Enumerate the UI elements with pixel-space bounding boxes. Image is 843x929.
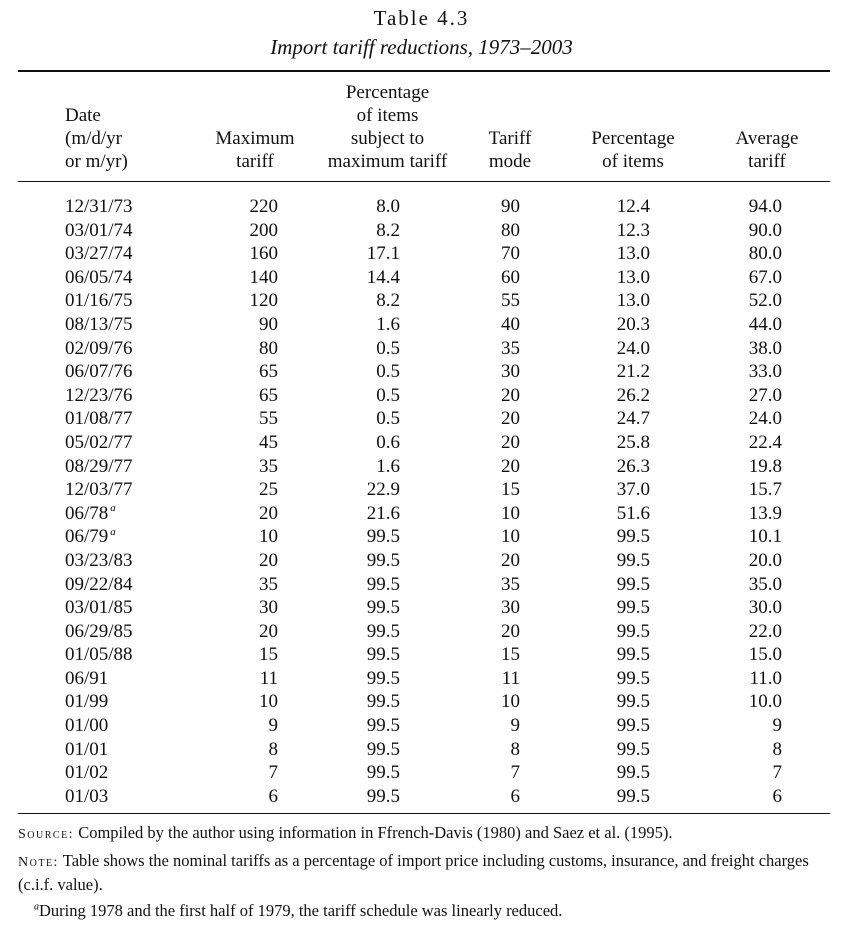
max-tariff-cell: 8 [268,738,278,760]
table-row [0,195,843,219]
avg-tariff-cell: 94.0 [748,196,782,217]
pct-items-cell: 99.5 [616,738,650,760]
pct-items-cell: 12.4 [616,196,650,217]
header-rule [18,181,830,182]
max-tariff-cell: 45 [259,431,278,453]
date-cell: 03/01/85 [65,597,133,619]
date-cell: 08/29/77 [65,455,133,477]
date-cell: 06/91 [65,667,109,689]
table-row [0,667,843,691]
avg-tariff-cell: 15.0 [748,644,782,666]
date-cell: 01/05/88 [65,644,133,666]
table-row [0,455,843,479]
table-row [0,690,843,714]
avg-tariff-cell: 35.0 [748,573,782,595]
max-tariff-cell: 90 [259,313,278,335]
date-cell: 02/09/76 [65,337,133,359]
avg-tariff-cell: 67.0 [748,266,782,288]
table-row [0,266,843,290]
max-tariff-cell: 10 [259,526,278,548]
pct-items-max-cell: 8.2 [376,219,400,241]
max-tariff-cell: 200 [249,219,278,241]
pct-items-cell: 37.0 [616,479,650,501]
pct-items-cell: 26.2 [616,384,650,406]
max-tariff-cell: 160 [249,243,278,265]
table-title: Import tariff reductions, 1973–2003 [270,35,573,59]
avg-tariff-cell: 22.4 [748,431,782,453]
max-tariff-cell: 65 [259,361,278,383]
max-tariff-cell: 15 [259,644,278,666]
table-row [0,596,843,620]
tariff-mode-cell: 7 [510,762,520,784]
tariff-mode-cell: 20 [501,408,520,430]
tariff-mode-cell: 10 [501,502,520,524]
pct-items-max-cell: 17.1 [366,243,400,265]
tariff-mode-cell: 30 [501,597,520,619]
max-tariff-cell: 35 [259,455,278,477]
date-cell: 05/02/77 [65,431,133,453]
max-tariff-cell: 25 [259,479,278,501]
date-cell: 01/99 [65,691,109,713]
tariff-mode-cell: 15 [501,479,520,501]
table-row [0,738,843,762]
avg-tariff-cell: 27.0 [748,384,782,406]
pct-items-max-cell: 99.5 [366,738,400,760]
pct-items-cell: 13.0 [616,243,650,265]
date-cell: 01/00 [65,715,109,737]
avg-tariff-cell: 52.0 [748,290,782,312]
pct-items-max-cell: 8.0 [376,196,400,217]
table-row [0,643,843,667]
date-cell: 01/02 [65,762,109,784]
pct-items-max-cell: 22.9 [366,479,400,501]
max-tariff-cell: 140 [249,266,278,288]
table-row [0,360,843,384]
avg-tariff-cell: 11.0 [749,667,782,689]
source-note: Source: Compiled by the author using information in Ffrench-Davis (1980) and Saez et al. (1995). [18,823,673,842]
avg-tariff-cell: 19.8 [748,455,782,477]
pct-items-max-cell: 14.4 [366,266,400,288]
max-tariff-cell: 80 [259,337,278,359]
header-max-tariff: Maximum tariff [215,128,295,172]
avg-tariff-cell: 15.7 [748,479,782,501]
avg-tariff-cell: 10.0 [748,691,782,713]
avg-tariff-cell: 20.0 [748,549,782,571]
table-row [0,407,843,431]
table-row [0,478,843,502]
tariff-mode-cell: 10 [501,526,520,548]
tariff-mode-cell: 35 [501,337,520,359]
date-cell: 08/13/75 [65,313,133,335]
max-tariff-cell: 9 [268,715,278,737]
date-cell: 06/78 $^a$ [65,502,116,524]
max-tariff-cell: 10 [259,691,278,713]
pct-items-cell: 13.0 [616,266,650,288]
max-tariff-cell: 20 [259,502,278,524]
pct-items-max-cell: 0.5 [376,337,400,359]
tariff-mode-cell: 60 [501,266,520,288]
pct-items-max-cell: 0.5 [376,361,400,383]
pct-items-max-cell: 0.6 [376,431,400,453]
table-row [0,502,843,526]
pct-items-max-cell: 99.5 [366,526,400,548]
pct-items-cell: 99.5 [616,762,650,784]
date-cell: 03/23/83 [65,549,133,571]
pct-items-max-cell: 99.5 [366,691,400,713]
avg-tariff-cell: 33.0 [748,361,782,383]
table-row [0,714,843,738]
pct-items-cell: 24.0 [616,337,650,359]
tariff-mode-cell: 80 [501,219,520,241]
pct-items-max-cell: 99.5 [366,573,400,595]
pct-items-cell: 99.5 [616,715,650,737]
avg-tariff-cell: 44.0 [748,313,782,335]
date-cell: 12/03/77 [65,479,133,501]
pct-items-max-cell: 99.5 [366,597,400,619]
date-cell: 01/01 [65,738,109,760]
table-row [0,431,843,455]
table-row [0,785,843,809]
tariff-mode-cell: 20 [501,620,520,642]
footnote: $^a$During 1978 and the first half of 1979, the tariff schedule was linearly reduced. [34,901,563,920]
table-body [0,195,843,808]
table-row [0,219,843,243]
pct-items-max-cell: 99.5 [366,644,400,666]
date-cell: 01/08/77 [65,408,133,430]
max-tariff-cell: 7 [268,762,278,784]
table-number: Table 4.3 [373,6,470,30]
table-row [0,525,843,549]
pct-items-max-cell: 1.6 [376,455,400,477]
tariff-mode-cell: 11 [501,667,520,689]
avg-tariff-cell: 7 [772,762,782,784]
pct-items-cell: 25.8 [616,431,650,453]
avg-tariff-cell: 6 [772,785,782,807]
table-row [0,761,843,785]
tariff-mode-cell: 20 [501,455,520,477]
date-cell: 03/27/74 [65,243,133,265]
pct-items-max-cell: 1.6 [376,313,400,335]
avg-tariff-cell: 38.0 [748,337,782,359]
tariff-mode-cell: 40 [501,313,520,335]
avg-tariff-cell: 8 [772,738,782,760]
date-cell: 12/23/76 [65,384,133,406]
max-tariff-cell: 220 [249,196,278,217]
table-row [0,242,843,266]
pct-items-cell: 99.5 [616,620,650,642]
pct-items-max-cell: 99.5 [366,667,400,689]
header-date: Date (m/d/yr or m/yr) [65,105,128,172]
avg-tariff-cell: 90.0 [748,219,782,241]
pct-items-cell: 51.6 [616,502,650,524]
pct-items-max-cell: 8.2 [376,290,400,312]
tariff-mode-cell: 20 [501,431,520,453]
max-tariff-cell: 6 [268,785,278,807]
tariff-mode-cell: 20 [501,549,520,571]
max-tariff-cell: 65 [259,384,278,406]
tariff-mode-cell: 20 [501,384,520,406]
pct-items-max-cell: 21.6 [366,502,400,524]
date-cell: 12/31/73 [65,196,133,217]
tariff-mode-cell: 10 [501,691,520,713]
tariff-mode-cell: 6 [510,785,520,807]
date-cell: 06/05/74 [65,266,133,288]
pct-items-cell: 26.3 [616,455,650,477]
pct-items-cell: 99.5 [616,691,650,713]
pct-items-cell: 99.5 [616,597,650,619]
tariff-mode-cell: 15 [501,644,520,666]
header-avg-tariff: Average tariff [735,128,799,172]
pct-items-cell: 99.5 [616,644,650,666]
pct-items-cell: 13.0 [616,290,650,312]
avg-tariff-cell: 30.0 [748,597,782,619]
pct-items-cell: 99.5 [616,549,650,571]
tariff-mode-cell: 70 [501,243,520,265]
avg-tariff-cell: 9 [772,715,782,737]
tariff-mode-cell: 35 [501,573,520,595]
pct-items-max-cell: 99.5 [366,762,400,784]
pct-items-cell: 99.5 [616,526,650,548]
pct-items-cell: 99.5 [616,667,650,689]
footnote-marker: a [110,502,116,515]
avg-tariff-cell: 13.9 [748,502,782,524]
max-tariff-cell: 55 [259,408,278,430]
bottom-rule [18,813,830,814]
avg-tariff-cell: 22.0 [748,620,782,642]
max-tariff-cell: 120 [249,290,278,312]
tariff-mode-cell: 8 [510,738,520,760]
header-pct-items: Percentage of items [591,128,675,172]
table-row [0,384,843,408]
pct-items-max-cell: 0.5 [376,408,400,430]
tariff-mode-cell: 9 [510,715,520,737]
footnote-marker: a [110,525,116,538]
date-cell: 03/01/74 [65,219,133,241]
pct-items-max-cell: 99.5 [366,549,400,571]
table-row [0,313,843,337]
avg-tariff-cell: 80.0 [748,243,782,265]
date-cell: 01/03 [65,785,109,807]
pct-items-cell: 99.5 [616,573,650,595]
table-row [0,549,843,573]
date-cell: 06/07/76 [65,361,133,383]
date-cell: 01/16/75 [65,290,133,312]
note: Note: Table shows the nominal tariffs as a percentage of import price including customs, insurance, and freight charges (c.i.f. value). [18,851,809,894]
max-tariff-cell: 20 [259,620,278,642]
avg-tariff-cell: 10.1 [748,526,782,548]
table-row [0,573,843,597]
pct-items-max-cell: 0.5 [376,384,400,406]
table-notes [18,822,830,926]
tariff-mode-cell: 90 [501,196,520,217]
max-tariff-cell: 20 [259,549,278,571]
table-row [0,289,843,313]
pct-items-cell: 21.2 [616,361,650,383]
tariff-mode-cell: 55 [501,290,520,312]
top-rule [18,70,830,72]
pct-items-max-cell: 99.5 [366,620,400,642]
table-row [0,620,843,644]
max-tariff-cell: 30 [259,597,278,619]
date-cell: 09/22/84 [65,573,133,595]
date-cell: 06/29/85 [65,620,133,642]
avg-tariff-cell: 24.0 [748,408,782,430]
header-tariff-mode: Tariff mode [488,128,532,172]
pct-items-max-cell: 99.5 [366,715,400,737]
table-row [0,337,843,361]
pct-items-max-cell: 99.5 [366,785,400,807]
date-cell: 06/79 $^a$ [65,525,116,548]
pct-items-cell: 24.7 [616,408,650,430]
max-tariff-cell: 35 [259,573,278,595]
header-pct-items-max: Percentage of items subject to maximum tariff [327,82,448,172]
tariff-mode-cell: 30 [501,361,520,383]
pct-items-cell: 20.3 [616,313,650,335]
pct-items-cell: 12.3 [616,219,650,241]
pct-items-cell: 99.5 [616,785,650,807]
max-tariff-cell: 11 [259,667,278,689]
